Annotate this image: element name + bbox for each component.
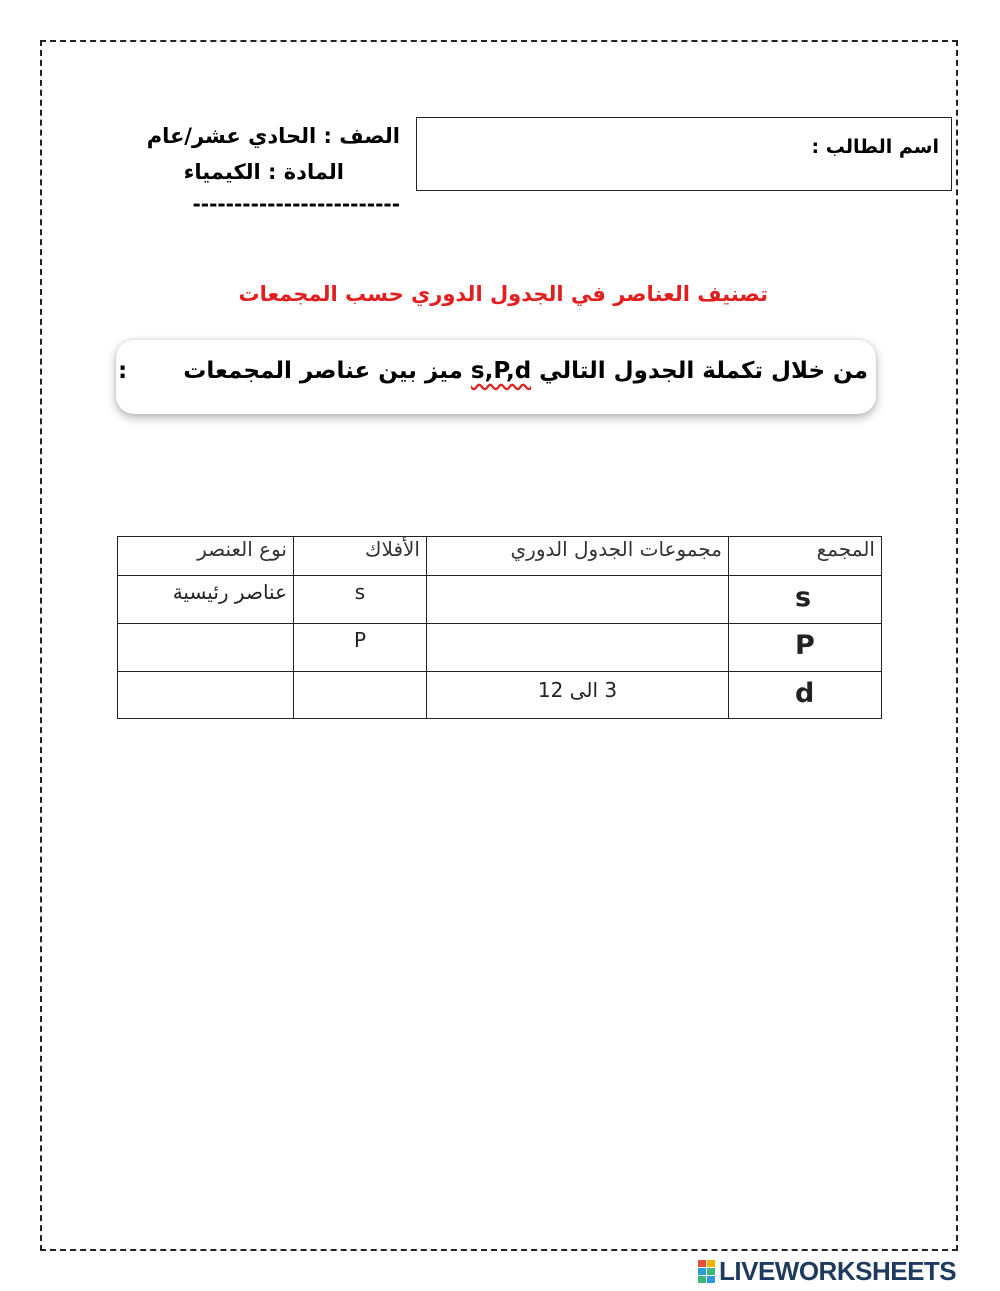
instruction-text [118, 358, 868, 384]
cell-element-type[interactable] [118, 624, 294, 672]
header-groups: مجموعات الجدول الدوري [427, 537, 729, 576]
logo-text: LIVEWORKSHEETS [719, 1255, 957, 1286]
grade-label: الصف : الحادي عشر/عام [146, 124, 400, 148]
instruction-part-2: ميز بين عناصر المجمعات [183, 358, 463, 384]
element-type-value: عناصر رئيسية [172, 580, 287, 604]
cell-orbitals [294, 576, 427, 624]
cell-complex [729, 672, 882, 719]
block-letter: d [795, 678, 815, 709]
header-orbitals: الأفلاك [294, 537, 427, 576]
table-row [118, 672, 882, 719]
table-row [118, 576, 882, 624]
cell-element-type[interactable] [118, 672, 294, 719]
liveworksheets-icon [698, 1260, 715, 1283]
groups-value: 3 الى 12 [537, 678, 618, 702]
cell-complex [729, 576, 882, 624]
table-row [118, 624, 882, 672]
instruction-colon: : [118, 358, 128, 384]
subject-label: المادة : الكيمياء [183, 160, 344, 184]
instruction-box [116, 340, 876, 414]
block-letter: s [795, 582, 812, 613]
header-element-type: نوع العنصر [118, 537, 294, 576]
blocks-label: s,P,d [470, 358, 532, 384]
student-name-label: اسم الطالب : [811, 136, 939, 158]
cell-orbitals [294, 624, 427, 672]
worksheet-title: تصنيف العناصر في الجدول الدوري حسب المجمعات [238, 282, 768, 306]
student-name-box[interactable] [416, 117, 952, 191]
instruction-part-1: من خلال تكملة الجدول التالي [539, 358, 868, 384]
cell-orbitals[interactable] [294, 672, 427, 719]
orbital-value: s [354, 580, 366, 604]
cell-element-type [118, 576, 294, 624]
liveworksheets-logo[interactable] [698, 1255, 957, 1286]
cell-groups [427, 672, 729, 719]
table-header-row [118, 537, 882, 576]
cell-complex [729, 624, 882, 672]
block-letter: P [795, 630, 815, 661]
cell-groups[interactable] [427, 576, 729, 624]
blocks-table [117, 536, 882, 719]
header-info [110, 118, 400, 218]
orbital-value: P [353, 628, 367, 652]
header-complex: المجمع [729, 537, 882, 576]
cell-groups[interactable] [427, 624, 729, 672]
header-separator: ------------------------- [192, 192, 400, 216]
